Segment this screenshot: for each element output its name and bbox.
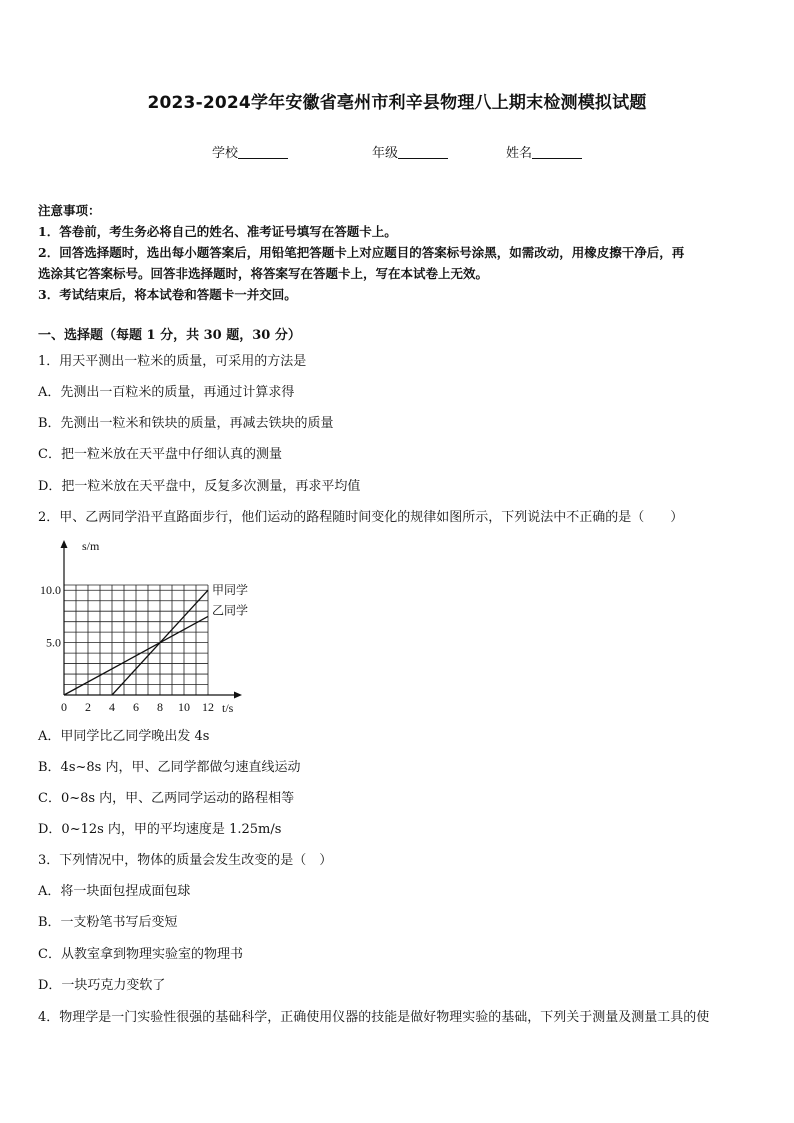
question-4-stem: 4．物理学是一门实验性很强的基础科学，正确使用仪器的技能是做好物理实验的基础，下列关于测量及测量工具的使 [38, 1010, 710, 1025]
question-1-stem: 1．用天平测出一粒米的质量，可采用的方法是 [38, 354, 307, 369]
x-tick-label: 0 [61, 700, 67, 714]
name-label: 姓名 [506, 146, 533, 161]
series-label-1: 甲同学 [212, 583, 249, 598]
question-1-option-b[interactable]: B．先测出一粒米和铁块的质量，再减去铁块的质量 [38, 416, 334, 431]
x-axis-arrow [234, 692, 242, 699]
section-heading: 一、选择题（每题 1 分，共 30 题，30 分） [38, 328, 301, 343]
notice-heading: 注意事项： [38, 203, 101, 218]
x-tick-label: 6 [133, 700, 139, 714]
school-field [212, 142, 288, 161]
name-blank[interactable] [532, 144, 582, 159]
school-blank[interactable] [238, 144, 288, 159]
notice-item: 选涂其它答案标号。回答非选择题时，将答案写在答题卡上，写在本试卷上无效。 [38, 266, 489, 281]
exam-title: 2023-2024学年安徽省亳州市利辛县物理八上期末检测模拟试题 [147, 93, 647, 113]
question-3-option-d[interactable]: D．一块巧克力变软了 [38, 978, 166, 993]
series-label-2: 乙同学 [212, 603, 249, 618]
grade-field [372, 142, 448, 161]
x-tick-label: 12 [202, 700, 214, 714]
question-1-option-c[interactable]: C．把一粒米放在天平盘中仔细认真的测量 [38, 447, 282, 462]
grade-label: 年级 [372, 146, 399, 161]
notice-section [38, 200, 760, 305]
distance-time-chart [36, 532, 266, 722]
notice-item: 3．考试结束后，将本试卷和答题卡一并交回。 [38, 287, 297, 302]
question-3-option-b[interactable]: B．一支粉笔书写后变短 [38, 915, 178, 930]
question-1-option-a[interactable]: A．先测出一百粒米的质量，再通过计算求得 [38, 385, 295, 400]
school-label: 学校 [212, 146, 239, 161]
question-2-stem: 2．甲、乙两同学沿平直路面步行，他们运动的路程随时间变化的规律如图所示，下列说法中不正确的是（ ） [38, 510, 684, 525]
chart-grid [64, 585, 208, 695]
question-2-option-a[interactable]: A．甲同学比乙同学晚出发 4s [38, 729, 210, 744]
question-1-option-d[interactable]: D．把一粒米放在天平盘中，反复多次测量，再求平均值 [38, 479, 361, 494]
question-2-option-c[interactable]: C．0~8s 内，甲、乙两同学运动的路程相等 [38, 791, 295, 806]
name-field [506, 142, 582, 161]
y-tick-label: 5.0 [46, 635, 61, 650]
question-3-option-c[interactable]: C．从教室拿到物理实验室的物理书 [38, 947, 243, 962]
y-axis-arrow [61, 540, 68, 548]
chart-labels [40, 539, 248, 715]
y-tick-label: 10.0 [40, 583, 61, 598]
x-tick-label: 2 [85, 700, 91, 714]
question-2-option-d[interactable]: D．0~12s 内，甲的平均速度是 1.25m/s [38, 822, 282, 837]
x-tick-label: 8 [157, 700, 163, 714]
question-3-option-a[interactable]: A．将一块面包捏成面包球 [38, 884, 191, 899]
grade-blank[interactable] [398, 144, 448, 159]
x-axis-title: t/s [222, 701, 234, 715]
question-2-option-b[interactable]: B．4s~8s 内，甲、乙同学都做匀速直线运动 [38, 760, 301, 775]
x-tick-label: 10 [178, 700, 190, 714]
notice-item: 1．答卷前，考生务必将自己的姓名、准考证号填写在答题卡上。 [38, 224, 397, 239]
notice-item: 2．回答选择题时，选出每小题答案后，用铅笔把答题卡上对应题目的答案标号涂黑，如需改动，用橡皮擦干净后，再 [38, 245, 685, 260]
x-tick-label: 4 [109, 700, 115, 714]
y-axis-title: s/m [82, 539, 100, 553]
question-3-stem: 3．下列情况中，物体的质量会发生改变的是（ ） [38, 853, 333, 868]
